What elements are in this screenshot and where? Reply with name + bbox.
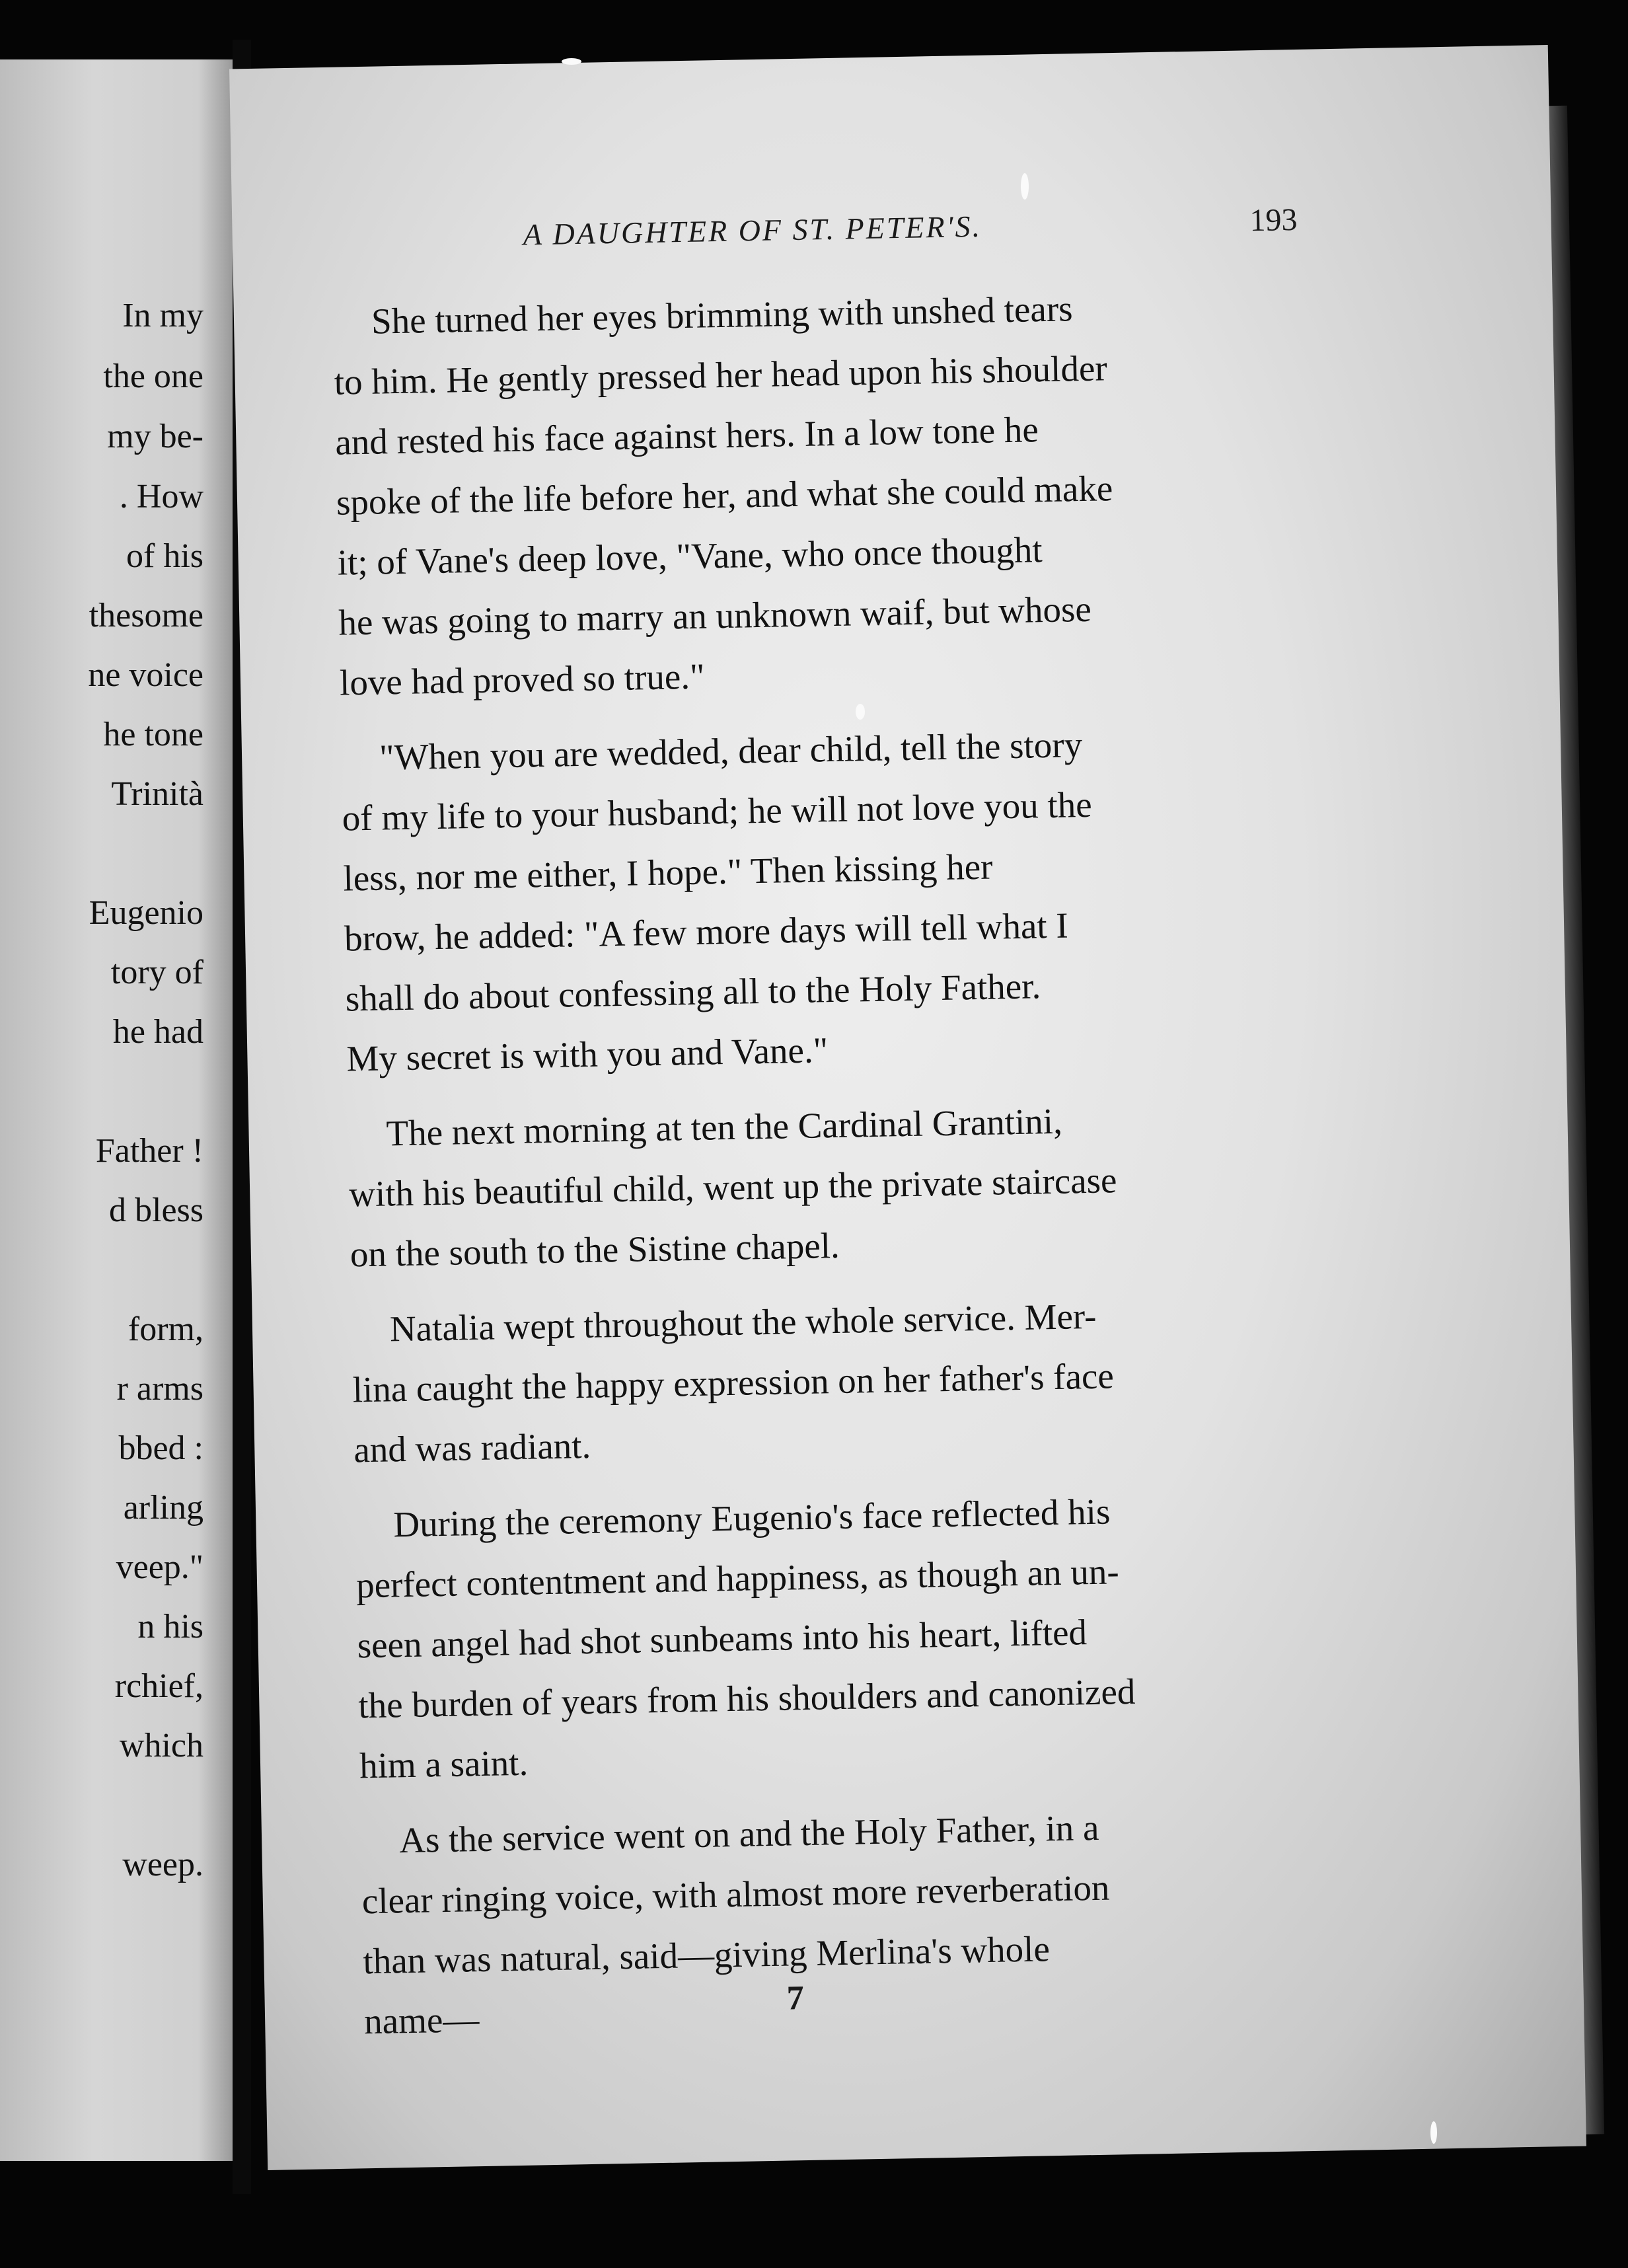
- left-page-line: arling: [123, 1489, 204, 1527]
- text-line: perfect contentment and happiness, as though an un-: [355, 1551, 1120, 1606]
- text-line: The next morning at ten the Cardinal Grantini,: [386, 1100, 1063, 1154]
- left-page-line: Trinità: [111, 775, 204, 813]
- text-line: My secret is with you and Vane.": [346, 1030, 829, 1079]
- text-line: As the service went on and the Holy Father, in a: [398, 1807, 1099, 1861]
- text-line: She turned her eyes brimming with unshed tears: [371, 288, 1074, 342]
- left-page-line: r arms: [116, 1370, 204, 1408]
- scan-speck: [1430, 2121, 1437, 2144]
- text-line: of my life to your husband; he will not love you the: [342, 784, 1093, 839]
- scan-speck: [856, 704, 865, 720]
- left-page-line: the one: [103, 358, 204, 395]
- text-line: name—: [363, 1999, 480, 2042]
- left-page-line: Father !: [95, 1132, 204, 1170]
- main-page: [229, 45, 1586, 2170]
- left-page-line: he tone: [103, 716, 204, 753]
- text-line: love had proved so true.": [339, 656, 705, 703]
- text-line: him a saint.: [359, 1742, 529, 1786]
- left-page-line: . How: [119, 478, 204, 515]
- text-line: to him. He gently pressed her head upon his shoulder: [334, 348, 1108, 402]
- scan-speck: [562, 58, 581, 65]
- paragraph: [355, 1476, 1391, 1796]
- left-page-line: thesome: [89, 597, 204, 634]
- scan-speck: [1021, 173, 1029, 200]
- left-page-line: weep.: [122, 1846, 204, 1883]
- running-head: A DAUGHTER OF ST. PETER'S.: [523, 209, 982, 252]
- text-line: clear ringing voice, with almost more reverberation: [361, 1867, 1110, 1922]
- text-line: lina caught the happy expression on her father's face: [352, 1355, 1115, 1410]
- left-page-line: my be-: [107, 418, 204, 455]
- left-page-line: he had: [112, 1013, 204, 1051]
- text-line: and rested his face against hers. In a low tone he: [334, 409, 1039, 463]
- previous-page-fragment: [0, 59, 233, 2161]
- text-line: it; of Vane's deep love, "Vane, who once thought: [337, 529, 1043, 583]
- left-page-line: Eugenio: [89, 894, 204, 932]
- paragraph: [360, 1792, 1395, 2052]
- text-line: shall do about confessing all to the Holy Father.: [345, 965, 1041, 1019]
- left-page-line: of his: [126, 537, 204, 575]
- body-text: [332, 273, 1395, 2066]
- left-page-line: form,: [128, 1310, 204, 1348]
- left-page-line: ne voice: [88, 656, 204, 694]
- text-line: with his beautiful child, went up the private staircase: [348, 1160, 1117, 1215]
- left-page-line: d bless: [109, 1191, 204, 1229]
- left-page-line: which: [119, 1727, 204, 1764]
- text-line: and was radiant.: [353, 1425, 591, 1470]
- paragraph: [340, 709, 1378, 1088]
- text-line: less, nor me either, I hope." Then kissing her: [342, 846, 993, 899]
- paragraph: [348, 1085, 1382, 1285]
- left-page-line: n his: [137, 1608, 204, 1645]
- text-line: the burden of years from his shoulders and canonized: [357, 1671, 1136, 1726]
- text-line: Natalia wept throughout the whole service. Mer-: [389, 1295, 1097, 1349]
- text-line: than was natural, said—giving Merlina's whole: [362, 1928, 1051, 1982]
- text-line: spoke of the life before her, and what she could make: [336, 468, 1113, 523]
- left-page-line: In my: [122, 297, 204, 334]
- text-line: on the south to the Sistine chapel.: [350, 1225, 840, 1275]
- signature-mark: 7: [786, 1979, 805, 2018]
- left-page-line: rchief,: [114, 1667, 204, 1705]
- text-line: During the ceremony Eugenio's face reflected his: [392, 1491, 1111, 1545]
- paragraph: [332, 273, 1370, 712]
- paragraph: [351, 1281, 1385, 1480]
- left-page-line: bbed :: [118, 1429, 204, 1467]
- text-line: "When you are wedded, dear child, tell the story: [379, 724, 1083, 778]
- left-page-line: tory of: [110, 954, 204, 991]
- text-line: seen angel had shot sunbeams into his heart, lifted: [357, 1612, 1088, 1666]
- left-page-line: veep.": [116, 1548, 204, 1586]
- text-line: brow, he added: "A few more days will tell what I: [344, 905, 1069, 959]
- page-number: 193: [1249, 202, 1298, 239]
- text-line: he was going to marry an unknown waif, but whose: [338, 588, 1092, 643]
